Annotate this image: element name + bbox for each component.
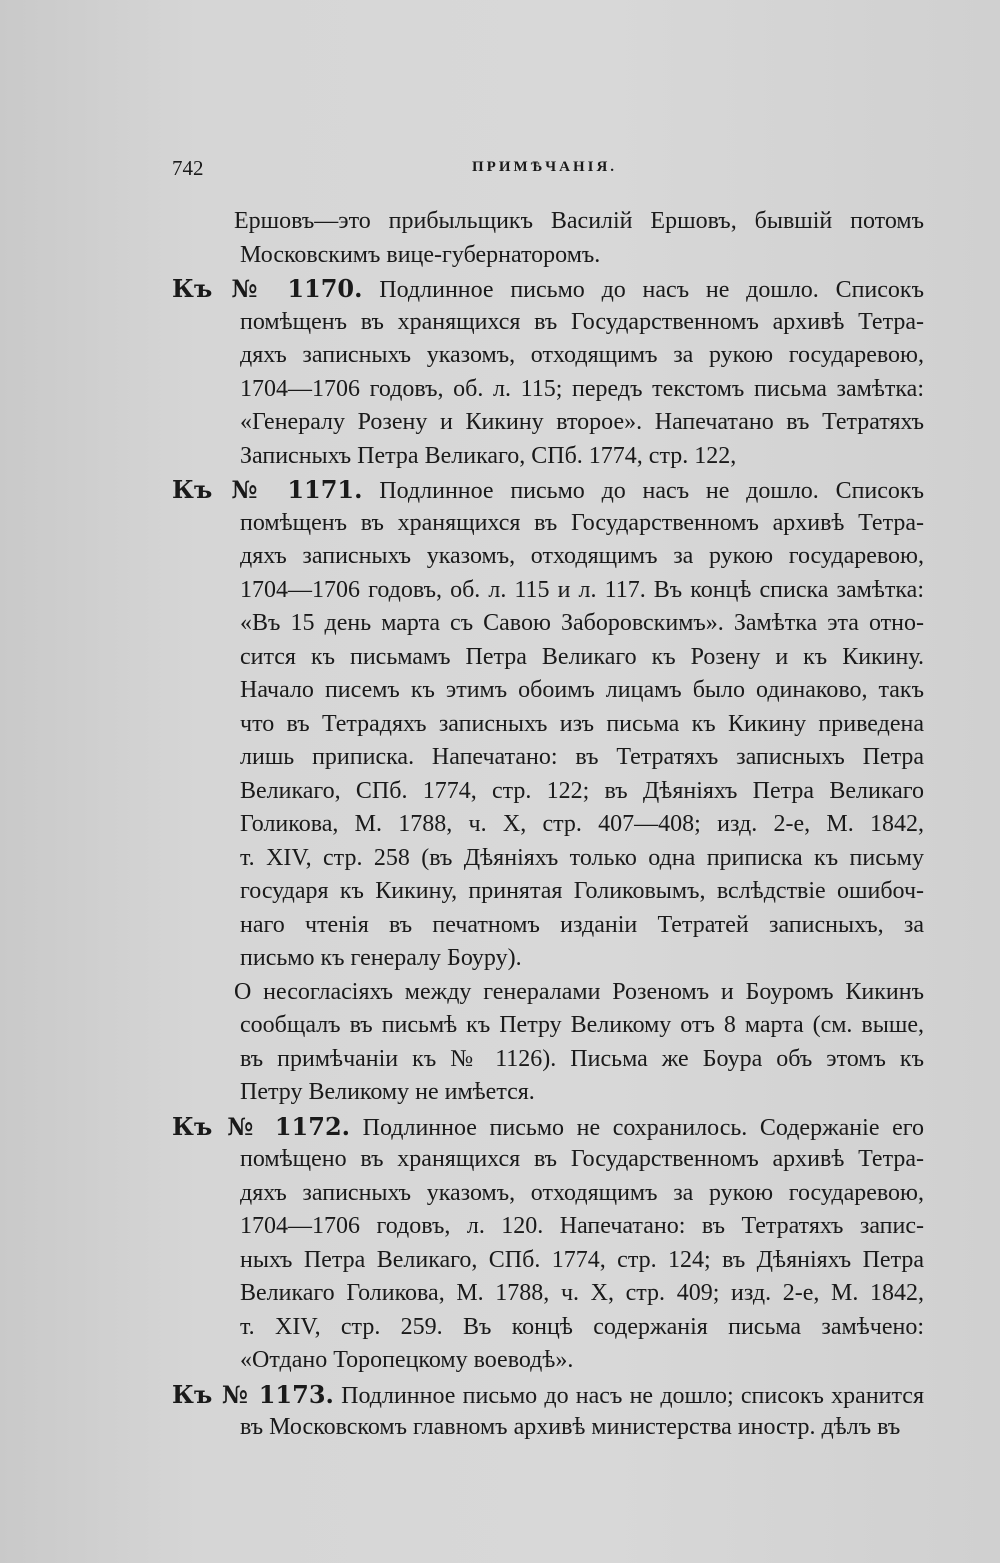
text-line: письмо къ генералу Боуру). (240, 945, 522, 971)
text-line: лишь приписка. Напечатано: въ Тетратяхъ записныхъ Петра (240, 744, 924, 770)
text-line (172, 1378, 924, 1412)
text-line: дяхъ записныхъ указомъ, отходящимъ за рукою государевою, (240, 543, 924, 569)
text-line: помѣщено въ хранящихся въ Государственномъ архивѣ Тетра- (240, 1146, 924, 1172)
text-line: дяхъ записныхъ указомъ, отходящимъ за рукою государевою, (240, 342, 924, 368)
note-paragraph (172, 1378, 924, 1445)
text-line: государя къ Кикину, принятая Голиковымъ, вслѣдствіе ошибоч- (240, 878, 924, 904)
text-line: т. XIV, стр. 258 (въ Дѣяніяхъ только одна приписка къ письму (240, 844, 924, 871)
page-header (172, 156, 932, 192)
note-paragraph (172, 1110, 924, 1378)
text-line: «Отдано Торопецкому воеводѣ». (240, 1347, 574, 1373)
note-paragraph (172, 272, 924, 473)
text-line: Петру Великому не имѣется. (240, 1079, 535, 1105)
text-line: Начало писемъ къ этимъ обоимъ лицамъ было одинаково, такъ (240, 677, 924, 703)
page-number: 742 (172, 156, 204, 180)
text-line: въ примѣчаніи къ № 1126). Письма же Боура объ этомъ къ (240, 1045, 924, 1072)
text-line: наго чтенія въ печатномъ изданіи Тетратей записныхъ, за (240, 911, 924, 938)
text-line: «Въ 15 день марта съ Савою Заборовскимъ». Замѣтка эта отно- (240, 610, 924, 636)
text-line: что въ Тетрадяхъ записныхъ изъ письма къ Кикину приведена (240, 710, 924, 737)
text-line: Великаго Голикова, М. 1788, ч. X, стр. 409; изд. 2-е, М. 1842, (240, 1280, 924, 1306)
text-line: О несогласіяхъ между генералами Розеномъ и Боуромъ Кикинъ (234, 978, 924, 1005)
line-text: Подлинное письмо не сохранилось. Содержаніе его (362, 1114, 924, 1141)
note-paragraph (172, 473, 924, 976)
text-line: въ Московскомъ главномъ архивѣ министерства иностр. дѣлъ въ (240, 1414, 901, 1440)
running-title: ПРИМѢЧАНІЯ. (472, 159, 618, 175)
text-line: помѣщенъ въ хранящихся въ Государственномъ архивѣ Тетра- (240, 509, 924, 536)
text-line: т. XIV, стр. 259. Въ концѣ содержанія письма замѣчено: (240, 1313, 924, 1340)
text-paragraph (172, 205, 924, 272)
text-line: ныхъ Петра Великаго, СПб. 1774, стр. 124; въ Дѣяніяхъ Петра (240, 1246, 924, 1273)
text-line: Записныхъ Петра Великаго, СПб. 1774, стр. 122, (240, 442, 737, 469)
text-line: помѣщенъ въ хранящихся въ Государственномъ архивѣ Тетра- (240, 308, 924, 335)
text-line (172, 473, 924, 507)
line-text: Подлинное письмо до насъ не дошло. Списокъ (379, 478, 924, 504)
text-line: 1704—1706 годовъ, об. л. 115; передъ текстомъ письма замѣтка: (240, 375, 924, 402)
text-line: Ершовъ—это прибыльщикъ Василій Ершовъ, бывшій потомъ (234, 208, 924, 234)
page-body (172, 205, 924, 1445)
note-number: Къ № 1170. (172, 274, 363, 303)
note-number: Къ № 1171. (172, 475, 363, 504)
text-line: 1704—1706 годовъ, л. 120. Напечатано: въ Тетратяхъ запис- (240, 1213, 924, 1239)
note-number: Къ № 1173. (172, 1379, 334, 1409)
text-paragraph (172, 976, 924, 1110)
text-line: Голикова, М. 1788, ч. X, стр. 407—408; изд. 2-е, М. 1842, (240, 811, 924, 837)
text-line (172, 1110, 924, 1144)
text-line: Великаго, СПб. 1774, стр. 122; въ Дѣяніяхъ Петра Великаго (240, 777, 924, 804)
text-line (172, 272, 924, 306)
line-text: Подлинное письмо до насъ не дошло. Списокъ (379, 277, 924, 303)
text-line: 1704—1706 годовъ, об. л. 115 и л. 117. Въ концѣ списка замѣтка: (240, 576, 924, 603)
text-line: Московскимъ вице-губернаторомъ. (240, 241, 601, 268)
line-text: Подлинное письмо до насъ не дошло; списокъ хранится (341, 1382, 924, 1409)
text-line: дяхъ записныхъ указомъ, отходящимъ за рукою государевою, (240, 1179, 924, 1206)
text-line: сится къ письмамъ Петра Великаго къ Розену и къ Кикину. (240, 643, 924, 670)
text-line: сообщалъ въ письмѣ къ Петру Великому отъ 8 марта (см. выше, (240, 1012, 924, 1038)
note-number: Къ № 1172. (172, 1111, 351, 1141)
text-line: «Генералу Розену и Кикину второе». Напечатано въ Тетратяхъ (240, 409, 924, 435)
